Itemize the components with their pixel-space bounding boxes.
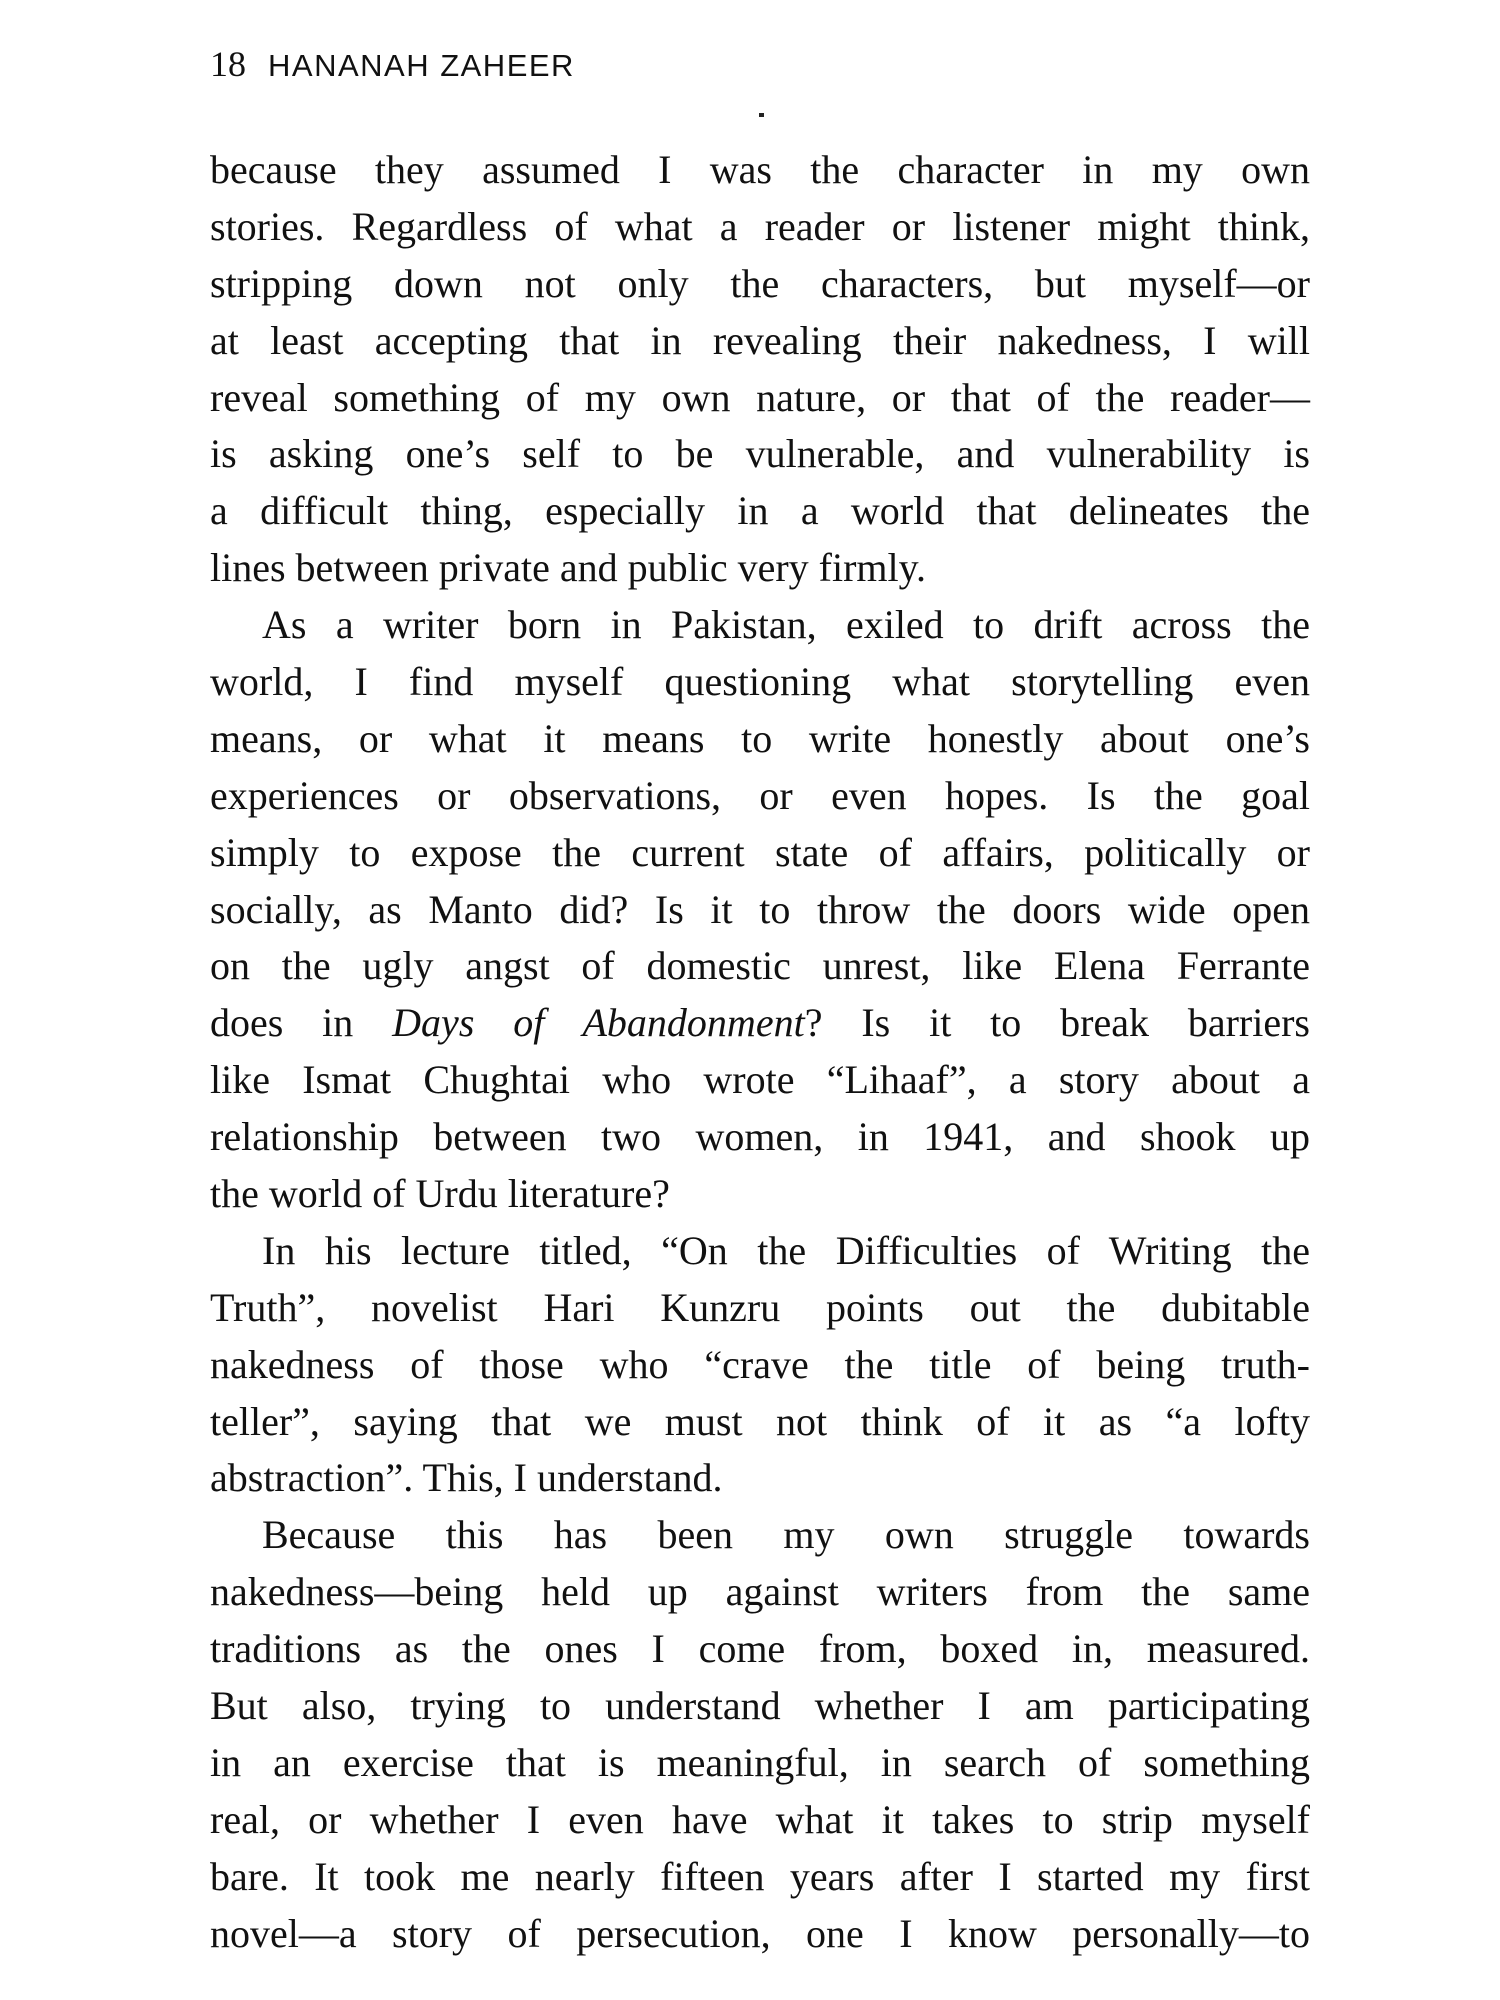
text-line: in an exercise that is meaningful, in search of something (210, 1739, 1310, 1785)
text-line: experiences or observations, or even hopes. Is the goal (210, 772, 1310, 818)
text-line: stripping down not only the characters, but myself—or (210, 260, 1310, 306)
author-name: HANANAH ZAHEER (268, 48, 575, 83)
text-line: at least accepting that in revealing their nakedness, I will (210, 317, 1310, 363)
text-fragment: does in (210, 1000, 393, 1046)
running-head (210, 42, 575, 88)
paragraph-2 (210, 597, 1310, 1223)
text-line: abstraction”. This, I understand. (210, 1455, 723, 1501)
text-line: teller”, saying that we must not think of it as “a lofty (210, 1398, 1310, 1444)
paragraph-4 (210, 1507, 1310, 1962)
text-line: simply to expose the current state of affairs, politically or (210, 829, 1310, 875)
text-line: bare. It took me nearly fifteen years after I started my first (210, 1853, 1310, 1899)
paragraph-1 (210, 142, 1310, 597)
text-line: the world of Urdu literature? (210, 1171, 670, 1217)
text-line: Truth”, novelist Hari Kunzru points out the dubitable (210, 1284, 1310, 1330)
text-line: relationship between two women, in 1941, and shook up (210, 1114, 1310, 1160)
text-line: on the ugly angst of domestic unrest, like Elena Ferrante (210, 943, 1310, 989)
text-fragment: ? Is it to break barriers (804, 1000, 1310, 1046)
text-line-with-title (210, 995, 1310, 1052)
text-line: because they assumed I was the character in my own (210, 147, 1310, 192)
text-line: means, or what it means to write honestly about one’s (210, 715, 1310, 761)
text-line: nakedness of those who “crave the title of being truth- (210, 1341, 1310, 1387)
book-title: Days of Abandonment (392, 1000, 805, 1046)
text-line: world, I find myself questioning what storytelling even (210, 659, 1310, 705)
text-line: socially, as Manto did? Is it to throw the doors wide open (210, 886, 1310, 932)
text-line: lines between private and public very firmly. (210, 545, 927, 591)
text-line: stories. Regardless of what a reader or listener might think, (210, 203, 1310, 249)
text-line: Because this has been my own struggle towards (262, 1512, 1310, 1558)
text-line: traditions as the ones I come from, boxed in, measured. (210, 1626, 1310, 1672)
text-line: like Ismat Chughtai who wrote “Lihaaf”, a story about a (210, 1057, 1310, 1103)
text-line: As a writer born in Pakistan, exiled to drift across the (262, 602, 1310, 648)
text-line: reveal something of my own nature, or that of the reader— (210, 374, 1310, 420)
text-line: But also, trying to understand whether I am participating (210, 1683, 1310, 1729)
text-line: nakedness—being held up against writers from the same (210, 1569, 1310, 1615)
text-line: is asking one’s self to be vulnerable, and vulnerability is (210, 431, 1310, 477)
text-line: a difficult thing, especially in a world that delineates the (210, 488, 1310, 534)
text-line: real, or whether I even have what it takes to strip myself (210, 1796, 1310, 1842)
paragraph-3 (210, 1223, 1310, 1507)
body-text (210, 142, 1310, 1963)
text-line: In his lecture titled, “On the Difficulties of Writing the (262, 1227, 1310, 1273)
page-number: 18 (210, 44, 246, 84)
print-speck (759, 113, 764, 117)
text-line: novel—a story of persecution, one I know personally—to (210, 1910, 1310, 1956)
